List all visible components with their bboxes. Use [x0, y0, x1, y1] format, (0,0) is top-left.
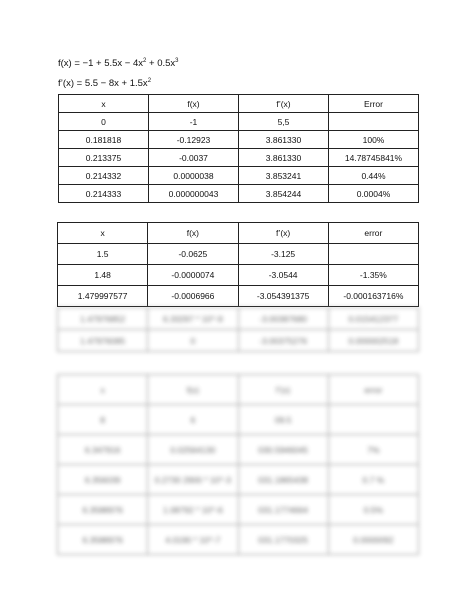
table-row: [58, 286, 419, 307]
table-cell: 3.861330: [239, 149, 329, 167]
table-cell: 1.08792 * 10^-6: [148, 495, 238, 525]
table-cell: 0.7 %: [328, 465, 418, 495]
table-cell: -3.00375276: [238, 330, 328, 352]
column-header: f’(x): [239, 95, 329, 113]
blurred-table-continuation: [57, 307, 419, 352]
column-header: error: [328, 223, 418, 244]
table-cell: 4.0190 * 10^-7: [148, 525, 238, 555]
table-cell: 0.214333: [59, 185, 149, 203]
iteration-table-2: [57, 222, 419, 307]
table-cell: 0.02564130: [148, 435, 238, 465]
table-cell: -0.0006966: [148, 286, 238, 307]
table-cell: -3.00387680: [238, 308, 328, 330]
table-row: [59, 185, 419, 203]
table-cell: -3.125: [238, 244, 328, 265]
table-row: [58, 308, 419, 330]
table-cell: 6.33297 * 10^-9: [148, 308, 238, 330]
table-cell: -0.0037: [149, 149, 239, 167]
blurred-table-3: [57, 374, 419, 555]
table-cell: -0.0625: [148, 244, 238, 265]
table-cell: 6: [148, 405, 238, 435]
table-row: [58, 435, 419, 465]
table-row: [58, 330, 419, 352]
column-header: x: [58, 375, 148, 405]
table-row: [58, 405, 419, 435]
column-header: f(x): [149, 95, 239, 113]
table-cell: 031.1865438: [238, 465, 328, 495]
column-header: x: [58, 223, 148, 244]
table-cell: 0.214332: [59, 167, 149, 185]
table-cell: 3.853241: [239, 167, 329, 185]
table-cell: 3.854244: [239, 185, 329, 203]
table-cell: -1: [149, 113, 239, 131]
table-row: [59, 113, 419, 131]
table-cell: 6.347916: [58, 435, 148, 465]
table-cell: 0.5%: [328, 495, 418, 525]
table-cell: 1.48: [58, 265, 148, 286]
column-header: f’(x): [238, 375, 328, 405]
column-header: f(x): [148, 223, 238, 244]
table-cell: 5,5: [239, 113, 329, 131]
table-cell: 0.44%: [329, 167, 419, 185]
table-cell: 0.000000043: [149, 185, 239, 203]
table-cell: 0: [59, 113, 149, 131]
table-cell: 0.0000092: [328, 525, 418, 555]
table-cell: 3.861330: [239, 131, 329, 149]
table-cell: -0.12923: [149, 131, 239, 149]
function-equation: $f(x) = -1 + 5.5x - 4x^2 + 0.5x^3$: [58, 58, 179, 69]
table-row: [59, 167, 419, 185]
table-row: [58, 525, 419, 555]
column-header: f’(x): [238, 223, 328, 244]
table-cell: 6.3588976: [58, 525, 148, 555]
table-cell: 031.1774664: [238, 495, 328, 525]
table-cell: -3.054391375: [238, 286, 328, 307]
table-cell: 1.5: [58, 244, 148, 265]
table-cell: 0.213375: [59, 149, 149, 167]
table-row: [58, 465, 419, 495]
table-cell: 1.47976852: [58, 308, 148, 330]
table-cell: 100%: [329, 131, 419, 149]
table-header-row: [59, 95, 419, 113]
column-header: x: [59, 95, 149, 113]
table-cell: 6.356039: [58, 465, 148, 495]
table-cell: 6.3588976: [58, 495, 148, 525]
table-cell: 8: [58, 405, 148, 435]
table-cell: -0.0000074: [148, 265, 238, 286]
column-header: Error: [329, 95, 419, 113]
table-row: [58, 244, 419, 265]
table-cell: 1.47976085: [58, 330, 148, 352]
table-cell: [328, 244, 418, 265]
table-cell: -0.000163716%: [328, 286, 418, 307]
table-cell: 09.5: [238, 405, 328, 435]
table-row: [58, 265, 419, 286]
table-cell: -1.35%: [328, 265, 418, 286]
table-row: [59, 149, 419, 167]
table-cell: 14.78745841%: [329, 149, 419, 167]
table-cell: 0.0000038: [149, 167, 239, 185]
table-header-row: [58, 375, 419, 405]
iteration-table-1: [58, 94, 419, 203]
table-cell: 0: [148, 330, 238, 352]
table-header-row: [58, 223, 419, 244]
table-cell: [328, 405, 418, 435]
table-cell: [329, 113, 419, 131]
table-cell: 0.015412377: [328, 308, 418, 330]
table-cell: 1.479997577: [58, 286, 148, 307]
table-row: [59, 131, 419, 149]
table-row: [58, 495, 419, 525]
table-cell: 0.181818: [59, 131, 149, 149]
derivative-equation: f’(x) = $5.5 - 8x + 1.5x^2$: [58, 78, 152, 89]
table-cell: 7%: [328, 435, 418, 465]
column-header: error: [328, 375, 418, 405]
table-cell: 0.0004%: [329, 185, 419, 203]
table-cell: 0.2730 2900 * 10^-3: [148, 465, 238, 495]
table-cell: -3.0544: [238, 265, 328, 286]
column-header: f(x): [148, 375, 238, 405]
table-cell: 031.1770325: [238, 525, 328, 555]
table-cell: 0.000002518: [328, 330, 418, 352]
table-cell: 030.5946045: [238, 435, 328, 465]
